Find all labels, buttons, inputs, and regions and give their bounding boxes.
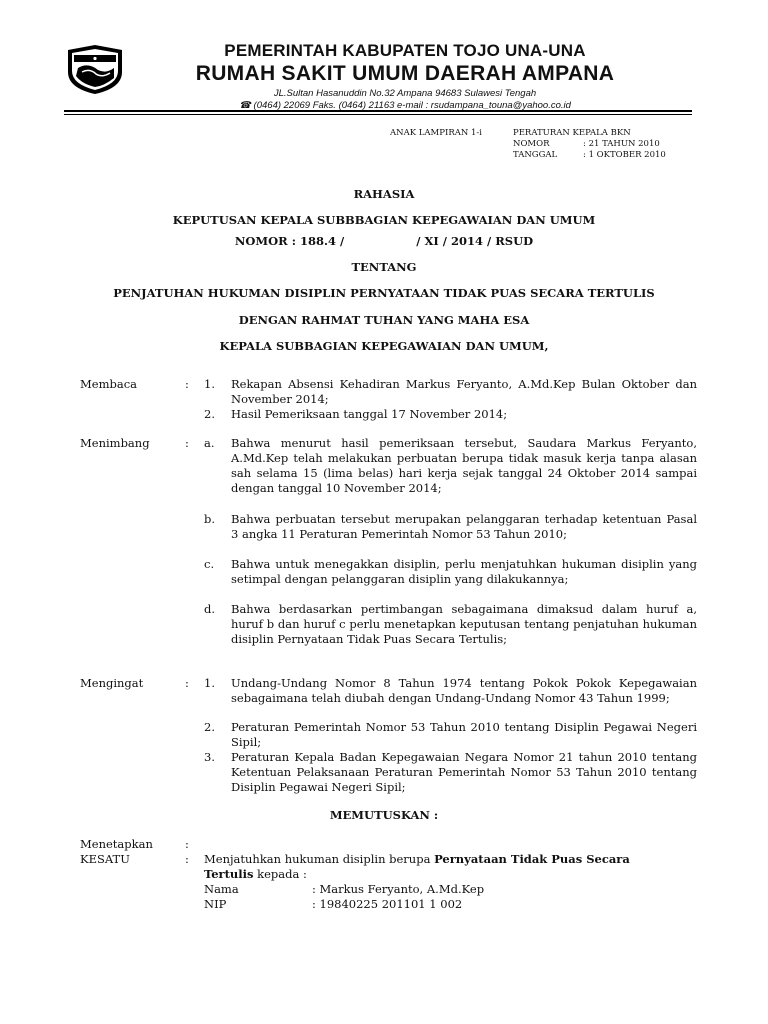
letterhead-hospital: RUMAH SAKIT UMUM DAERAH AMPANA bbox=[195, 62, 615, 85]
list-item-number: 1. bbox=[204, 377, 215, 391]
regulation-reference bbox=[513, 128, 666, 161]
letterhead-contact: ☎ (0464) 22069 Faks. (0464) 21163 e-mail : rsudampana_touna@yahoo.co.id bbox=[239, 100, 571, 111]
sanction-type-cont: Tertulis bbox=[204, 867, 254, 881]
subject-title: PENJATUHAN HUKUMAN DISIPLIN PERNYATAAN TIDAK PUAS SECARA TERTULIS bbox=[113, 286, 655, 300]
letterhead-divider bbox=[64, 110, 692, 112]
list-item: Peraturan Pemerintah Nomor 53 Tahun 2010 tentang Disiplin Pegawai Negeri Sipil; bbox=[231, 720, 697, 749]
list-item-number: 2. bbox=[204, 407, 215, 421]
list-item-number: a. bbox=[204, 436, 215, 450]
letterhead-government: PEMERINTAH KABUPATEN TOJO UNA-UNA bbox=[224, 41, 586, 60]
regulation-date-row bbox=[513, 150, 666, 161]
classification-title: RAHASIA bbox=[353, 187, 415, 201]
list-item: Rekapan Absensi Kehadiran Markus Feryanto, A.Md.Kep Bulan Oktober dan November 2014; bbox=[231, 377, 697, 406]
kesatu-text-prefix: Menjatuhkan hukuman disiplin berupa bbox=[204, 852, 435, 866]
list-item-number: 3. bbox=[204, 750, 215, 764]
blessing-title: DENGAN RAHMAT TUHAN YANG MAHA ESA bbox=[238, 313, 530, 327]
kesatu-text-suffix: kepada : bbox=[253, 867, 307, 881]
decision-title: KEPUTUSAN KEPALA SUBBBAGIAN KEPEGAWAIAN DAN UMUM bbox=[172, 213, 596, 227]
mengingat-label: Mengingat bbox=[80, 676, 144, 690]
list-item: Bahwa berdasarkan pertimbangan sebagaimana dimaksud dalam huruf a, huruf b dan huruf c perlu menetapkan keputusan tentang penjatuhan hukuman disiplin Pernyataan Tidak Puas Secara Tertulis; bbox=[231, 602, 697, 646]
kesatu-text bbox=[204, 852, 698, 882]
decision-number: NOMOR : 188.4 / / XI / 2014 / RSUD bbox=[234, 234, 534, 248]
membaca-label: Membaca bbox=[80, 377, 138, 391]
membaca-colon: : bbox=[185, 377, 189, 391]
nip-label: NIP bbox=[204, 897, 227, 911]
menimbang-label: Menimbang bbox=[80, 436, 150, 450]
nama-label: Nama bbox=[204, 882, 239, 896]
list-item: Undang-Undang Nomor 8 Tahun 1974 tentang Pokok Pokok Kepegawaian sebagaimana telah diubah dengan Undang-Undang Nomor 43 Tahun 1999; bbox=[231, 676, 697, 705]
menetapkan-label: Menetapkan bbox=[80, 837, 153, 851]
list-item-number: 2. bbox=[204, 720, 215, 734]
kesatu-colon: : bbox=[185, 852, 189, 866]
list-item: Peraturan Kepala Badan Kepegawaian Negara Nomor 21 tahun 2010 tentang Ketentuan Pelaksanaan Peraturan Pemerintah Nomor 53 Tahun 2010 tentang Disiplin Pegawai Negeri Sipil; bbox=[231, 750, 697, 794]
letterhead-address: JL.Sultan Hasanuddin No.32 Ampana 94683 Sulawesi Tengah bbox=[273, 88, 537, 99]
authority-title: KEPALA SUBBAGIAN KEPEGAWAIAN DAN UMUM, bbox=[219, 339, 549, 353]
list-item: Bahwa untuk menegakkan disiplin, perlu menjatuhkan hukuman disiplin yang setimpal dengan pelanggaran disiplin yang dilakukannya; bbox=[231, 557, 697, 586]
menimbang-colon: : bbox=[185, 436, 189, 450]
memutuskan-title: MEMUTUSKAN : bbox=[329, 808, 439, 822]
nomor-value: : 21 TAHUN 2010 bbox=[583, 139, 660, 149]
nomor-label: NOMOR bbox=[513, 139, 550, 149]
menetapkan-colon: : bbox=[185, 837, 189, 851]
tanggal-value: : 1 OKTOBER 2010 bbox=[583, 150, 666, 160]
tanggal-label: TANGGAL bbox=[513, 150, 558, 160]
list-item: Bahwa menurut hasil pemeriksaan tersebut, Saudara Markus Feryanto, A.Md.Kep telah melakukan perbuatan berupa tidak masuk kerja tanpa alasan sah selama 15 (lima belas) hari kerja sejak tanggal 24 Oktober 2014 sampai dengan tanggal 10 November 2014; bbox=[231, 436, 697, 495]
list-item-number: d. bbox=[204, 602, 216, 616]
list-item-number: c. bbox=[204, 557, 215, 571]
regency-emblem-icon bbox=[64, 42, 126, 96]
mengingat-colon: : bbox=[185, 676, 189, 690]
attachment-label: ANAK LAMPIRAN 1-i bbox=[390, 128, 483, 138]
regulation-number-row bbox=[513, 139, 666, 150]
regulation-name: PERATURAN KEPALA BKN bbox=[513, 128, 631, 138]
list-item-number: 1. bbox=[204, 676, 215, 690]
nip-value: : 19840225 201101 1 002 bbox=[312, 897, 463, 911]
tentang-title: TENTANG bbox=[351, 260, 417, 274]
letterhead-divider-thin bbox=[64, 114, 692, 115]
list-item: Hasil Pemeriksaan tanggal 17 November 2014; bbox=[231, 407, 508, 421]
kesatu-label: KESATU bbox=[80, 852, 130, 866]
list-item: Bahwa perbuatan tersebut merupakan pelanggaran terhadap ketentuan Pasal 3 angka 11 Peraturan Pemerintah Nomor 53 Tahun 2010; bbox=[231, 512, 697, 541]
letterhead bbox=[130, 40, 680, 112]
list-item-number: b. bbox=[204, 512, 216, 526]
sanction-type: Pernyataan Tidak Puas Secara bbox=[434, 852, 630, 866]
nama-value: : Markus Feryanto, A.Md.Kep bbox=[312, 882, 485, 896]
